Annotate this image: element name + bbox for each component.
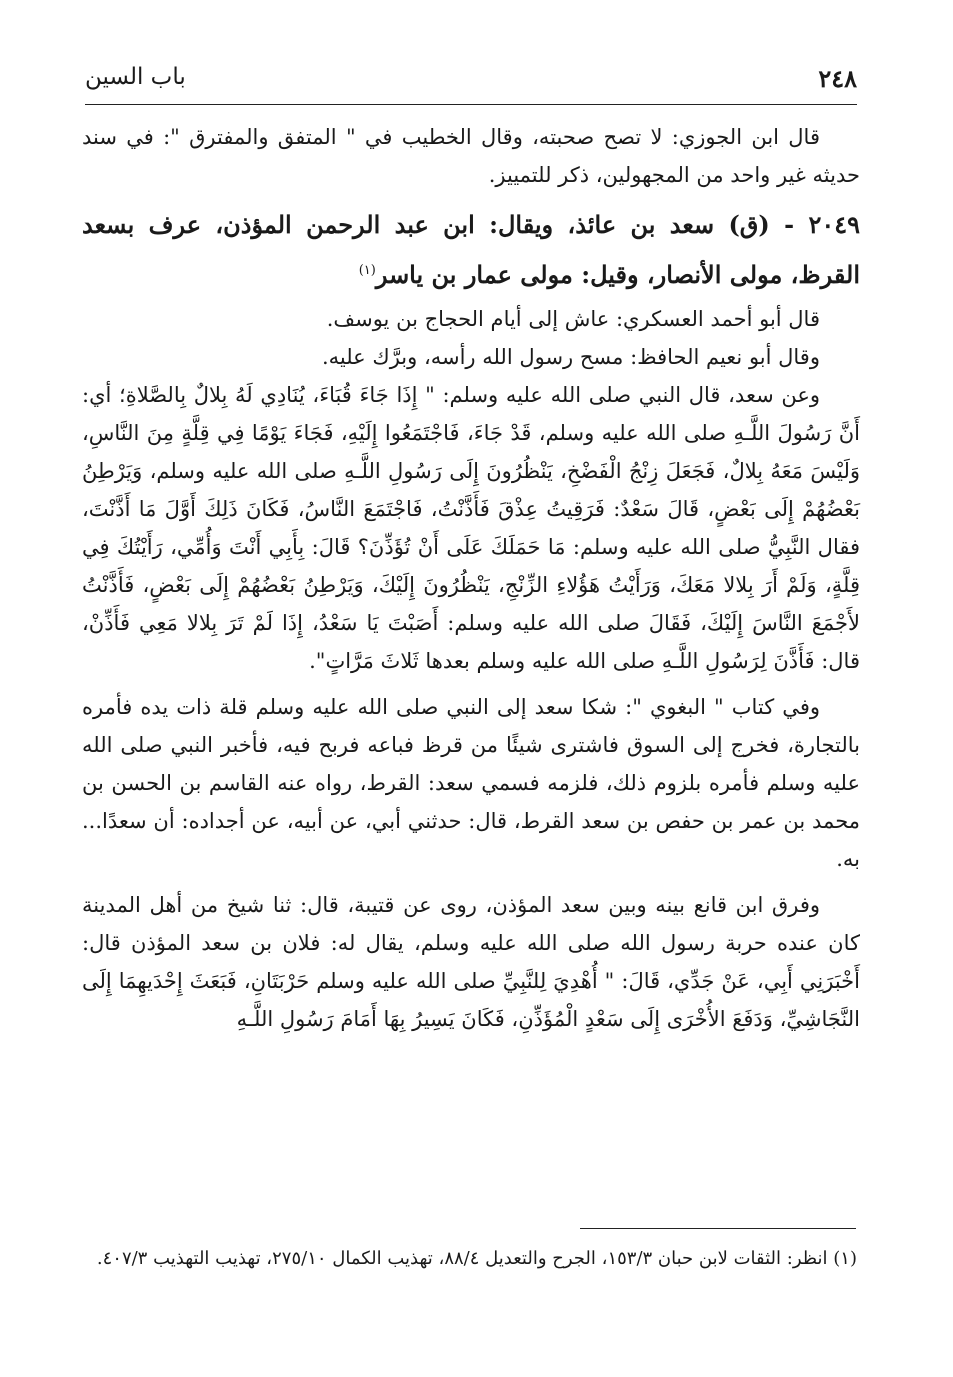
paragraph-baghawi: وفي كتاب " البغوي ": شكا سعد إلى النبي صلى الله عليه وسلم قلة ذات يده فأمره بالتجارة، فخرج إلى السوق فاشترى شيئًا من قرظ فباعه فربح فيه، فأخبر النبي صلى الله عليه وسلم فأمره بلزوم ذلك، فلزمه فسمي سعد: القرط، رواه عنه القاسم بن الحسن بن محمد بن عمر بن حفص بن سعد القرط، قال: حدثني أبي، عن أبيه، عن أجداده: أن سعدًا... به. bbox=[82, 695, 860, 871]
footnote: (١) انظر: الثقات لابن حبان ١٥٣/٣، الجرح والتعديل ٨٨/٤، تهذيب الكمال ٢٧٥/١٠، تهذيب التهذيب ٤٠٧/٣. bbox=[96, 1248, 857, 1269]
paragraph-askari: قال أبو أحمد العسكري: عاش إلى أيام الحجاج بن يوسف. bbox=[326, 307, 820, 331]
paragraph-abu-nuaym: وقال أبو نعيم الحافظ: مسح رسول الله رأسه، وبرَّك عليه. bbox=[321, 345, 820, 369]
footnote-rule bbox=[580, 1228, 856, 1229]
body-text bbox=[82, 118, 860, 1038]
paragraph-hadith: وعن سعد، قال النبي صلى الله عليه وسلم: " إِذَا جَاءَ قُبَاءَ، يُنَادِي لَهُ بِلالٌ بِالصَّلاةِ؛ أي: أَنَّ رَسُولَ اللَّـهِ صلى الله عليه وسلم، قَدْ جَاءَ، فَاجْتَمَعُوا إِلَيْهِ، فَجَاءَ يَوْمًا فِي قِلَّةٍ مِنَ النَّاسِ، وَلَيْسَ مَعَهُ بِلالٌ، فَجَعَلَ زِنْجُ الْفَضْخِ، يَنْظُرُونَ إِلَى رَسُولِ اللَّـهِ صلى الله عليه وسلم، وَيَرْطِنُ بَعْضُهُمْ إِلَى بَعْضٍ، قَالَ سَعْدٌ: فَرَقِيتُ عِذْقَ فَأَذَّنْتُ، فَاجْتَمَعَ النَّاسُ، فَكَانَ ذَلِكَ أَوَّلَ مَا أَذَّنْتَ، فقال النَّبِيُّ صلى الله عليه وسلم: مَا حَمَلَكَ عَلَى أَنْ تُؤَذِّنَ؟ قَالَ: بِأَبِي أَنْتَ وَأُمِّي، رَأَيْتُكَ فِي قِلَّةٍ، وَلَمْ أَرَ بِلالا مَعَكَ، وَرَأَيْتُ هَؤُلاءِ الزِّنْجِ، يَنْظُرُونَ إِلَيْكَ، وَيَرْطِنُ بَعْضُهُمْ إِلَى بَعْضٍ، فَأَذَّنْتُ لأَجْمَعَ النَّاسَ إِلَيْكَ، فَقَالَ صلى الله عليه وسلم: أَصَبْتَ يَا سَعْدُ، إِذَا لَمْ تَرَ بِلالا مَعِي فَأَذِّنْ، قال: فَأَذَّنَ لِرَسُولِ اللَّـهِ صلى الله عليه وسلم بعدها ثَلاثَ مَرَّاتٍ". bbox=[82, 383, 860, 673]
chapter-title: باب السين bbox=[85, 64, 186, 90]
paragraph-ibn-qani: وفرق ابن قانع بينه وبين سعد المؤذن، روى عن قتيبة، قال: ثنا شيخ من أهل المدينة كان عنده حربة رسول الله صلى الله عليه وسلم، يقال له: فلان بن سعد المؤذن قال: أَخْبَرَنِي أَبِي، عَنْ جَدِّي، قَالَ: " أُهْدِيَ لِلنَّبِيِّ صلى الله عليه وسلم حَرْبَتَانِ، فَبَعَثَ إِحْدَيهِمَا إِلَى النَّجَاشِيِّ، وَدَفَعَ الأُخْرَى إِلَى سَعْدٍ الْمُؤَذِّنِ، فَكَانَ يَسِيرُ بِهَا أَمَامَ رَسُولِ اللَّـهِ bbox=[82, 893, 860, 1031]
running-header bbox=[85, 62, 857, 100]
footnote-reference[interactable]: (١) bbox=[358, 263, 376, 278]
header-rule bbox=[85, 104, 857, 105]
entry-heading-text: ٢٠٤٩ - (ق) سعد بن عائذ، ويقال: ابن عبد الرحمن المؤذن، عرف بسعد القرظ، مولى الأنصار، وقيل: مولى عمار بن ياسر bbox=[82, 210, 860, 289]
page-number: ٢٤٨ bbox=[818, 64, 857, 93]
entry-heading bbox=[82, 202, 860, 298]
paragraph-ibn-jawzi: قال ابن الجوزي: لا تصح صحبته، وقال الخطيب في " المتفق والمفترق ": في سند حديثه غير واحد من المجهولين، ذكر للتمييز. bbox=[82, 125, 860, 187]
